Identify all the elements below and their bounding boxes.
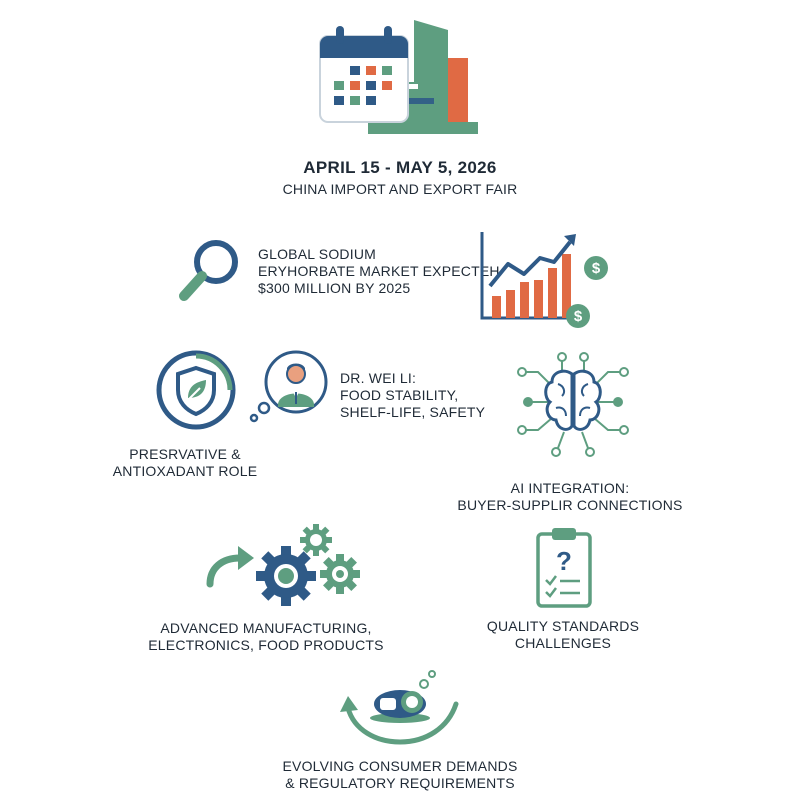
market-line: $300 MILLION BY 2025: [258, 280, 411, 296]
svg-text:$: $: [591, 260, 601, 277]
expert-avatar-icon: [246, 352, 336, 432]
role-text: [110, 446, 260, 480]
magnifier-icon: [172, 236, 242, 306]
dollar-icon: [564, 302, 592, 330]
consumer-text: [260, 758, 540, 792]
cycle-arrow-icon: [336, 668, 466, 748]
role-line: ANTIOXADANT ROLE: [112, 463, 258, 479]
gears-icon: [202, 518, 362, 614]
shield-leaf-icon: [154, 348, 238, 432]
quality-line: QUALITY STANDARDS: [486, 618, 640, 634]
expert-line: DR. WEI LI:: [340, 370, 417, 386]
market-line: ERYHORBATE MARKET EXPECTEH: [258, 263, 500, 279]
svg-text:?: ?: [556, 546, 572, 576]
market-text: [258, 246, 500, 297]
event-name: CHINA IMPORT AND EXPORT FAIR: [282, 181, 518, 197]
event-date: APRIL 15 - MAY 5, 2026: [303, 158, 497, 177]
ai-text: [446, 480, 694, 514]
manufacturing-text: [146, 620, 386, 654]
ai-line: BUYER-SUPPLIR CONNECTIONS: [457, 497, 683, 513]
consumer-line: EVOLVING CONSUMER DEMANDS: [282, 758, 518, 774]
clipboard-question-icon: [534, 524, 594, 608]
expert-line: FOOD STABILITY,: [340, 387, 459, 403]
expert-line: SHELF-LIFE, SAFETY: [340, 404, 486, 420]
quality-text: [478, 618, 648, 652]
role-line: PRESRVATIVE &: [129, 446, 241, 462]
quality-line: CHALLENGES: [514, 635, 612, 651]
manufacturing-line: ADVANCED MANUFACTURING,: [160, 620, 372, 636]
svg-text:$: $: [573, 308, 583, 325]
market-line: GLOBAL SODIUM: [258, 246, 376, 262]
ai-line: AI INTEGRATION:: [510, 480, 630, 496]
dollar-icon: [582, 254, 610, 282]
ai-brain-icon: [508, 352, 638, 462]
manufacturing-line: ELECTRONICS, FOOD PRODUCTS: [148, 637, 384, 653]
calendar-building-icon: [318, 14, 478, 134]
consumer-line: & REGULATORY REQUIREMENTS: [285, 775, 515, 791]
